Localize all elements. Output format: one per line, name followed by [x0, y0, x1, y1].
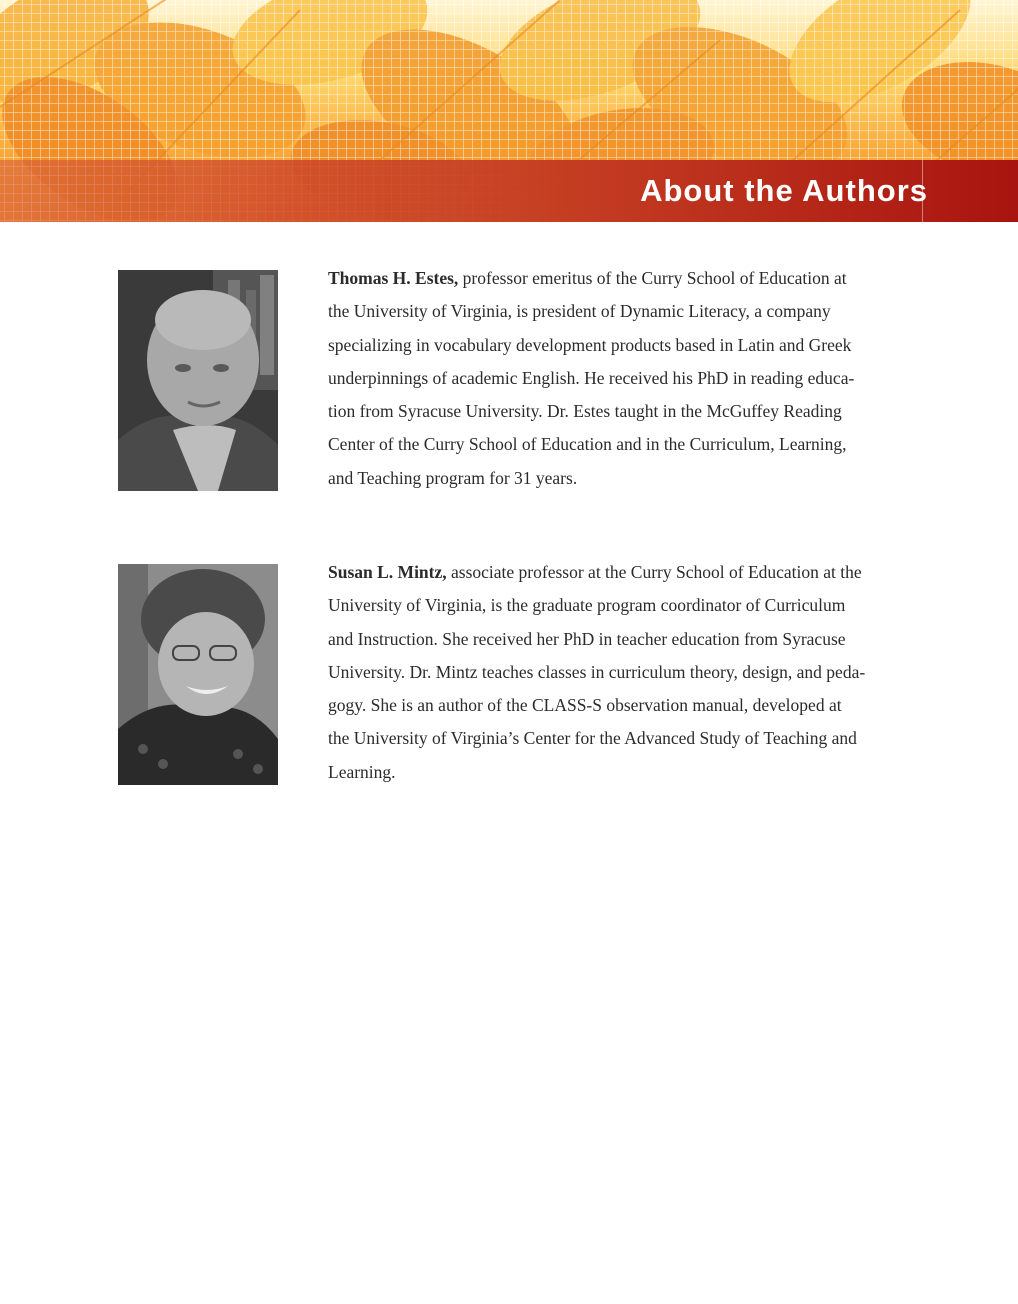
bio-line: Center of the Curry School of Education and in the Curriculum, Learning, — [328, 434, 847, 455]
bio-line: specializing in vocabulary development products based in Latin and Greek — [328, 334, 852, 355]
bio-line: the University of Virginia’s Center for the Advanced Study of Teaching and — [328, 728, 857, 749]
bio-line: professor emeritus of the Curry School of Education at — [462, 268, 847, 288]
author-bio-estes — [328, 262, 933, 495]
bio-line: University. Dr. Mintz teaches classes in curriculum theory, design, and peda- — [328, 661, 866, 682]
bio-line: gogy. She is an author of the CLASS-S observation manual, developed at — [328, 695, 842, 716]
author-name: Susan L. Mintz, — [328, 562, 447, 582]
page-title: About the Authors — [640, 173, 928, 208]
bio-line: the University of Virginia, is president of Dynamic Literacy, a company — [328, 301, 831, 322]
author-bio-mintz — [328, 556, 933, 789]
bio-line: tion from Syracuse University. Dr. Estes taught in the McGuffey Reading — [328, 401, 842, 422]
author-photo-estes — [118, 270, 278, 491]
author-name: Thomas H. Estes, — [328, 268, 459, 288]
bio-line: University of Virginia, is the graduate program coordinator of Curriculum — [328, 595, 846, 616]
bio-line: and Instruction. She received her PhD in teacher education from Syracuse — [328, 628, 846, 649]
bio-line: and Teaching program for 31 years. — [328, 467, 578, 488]
author-photo-mintz — [118, 564, 278, 785]
header-banner — [0, 0, 1018, 222]
bio-line: Learning. — [328, 761, 396, 782]
bio-line: underpinnings of academic English. He received his PhD in reading educa- — [328, 367, 855, 388]
bio-line: associate professor at the Curry School of Education at the — [451, 562, 862, 582]
